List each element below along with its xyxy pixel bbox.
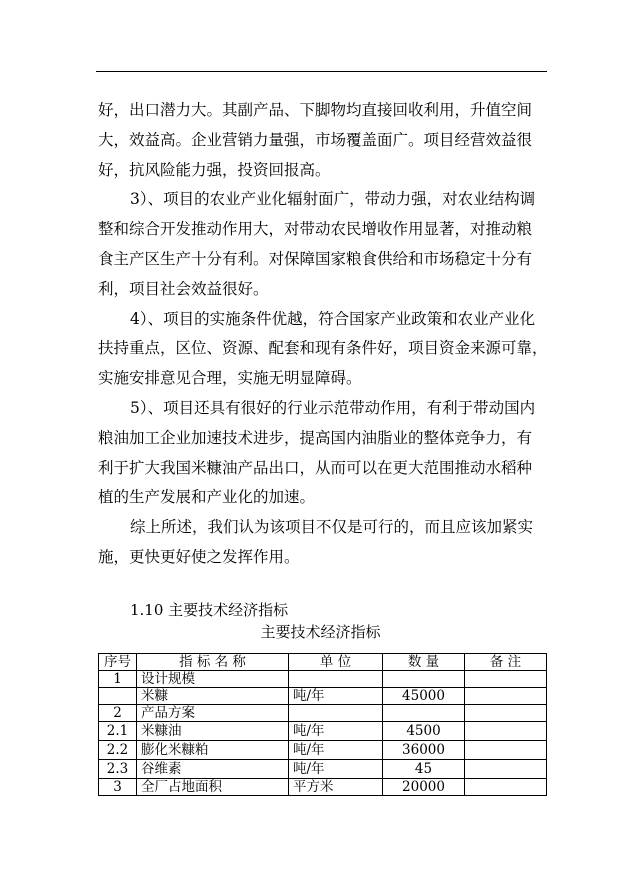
section-heading: 1.10 主要技术经济指标	[130, 601, 289, 619]
table-cell	[465, 671, 547, 688]
table-cell: 膨化米糠粕	[137, 741, 289, 760]
table-title: 主要技术经济指标	[260, 623, 381, 641]
table-row	[99, 741, 547, 760]
body-line: 扶持重点，区位、资源、配套和现有条件好，项目资金来源可靠，	[98, 339, 548, 358]
table-row	[99, 688, 547, 705]
table-cell: 谷维素	[137, 760, 289, 779]
table-cell	[383, 705, 465, 722]
spec-table	[98, 653, 547, 796]
header-cell: 数 量	[383, 654, 465, 671]
table-cell	[465, 705, 547, 722]
table-cell: 2.1	[99, 722, 137, 741]
table-cell	[465, 688, 547, 705]
body-line: 整和综合开发推动作用大，对带动农民增收作用显著，对推动粮	[98, 220, 533, 239]
table-header-row	[99, 654, 547, 671]
table-cell	[383, 671, 465, 688]
table-cell	[465, 779, 547, 796]
body-line: 施，更快更好使之发挥作用。	[98, 547, 300, 566]
table-cell: 3	[99, 779, 137, 796]
table-cell: 36000	[383, 741, 465, 760]
table-cell	[465, 722, 547, 741]
table-row	[99, 779, 547, 796]
table-cell: 米糠油	[137, 722, 289, 741]
table-cell: 吨/年	[289, 741, 383, 760]
header-cell: 单 位	[289, 654, 383, 671]
table-cell: 全厂占地面积	[137, 779, 289, 796]
table-cell: 产品方案	[137, 705, 289, 722]
table-cell: 吨/年	[289, 722, 383, 741]
header-rule	[96, 71, 547, 72]
body-line: 好，出口潜力大。其副产品、下脚物均直接回收利用，升值空间	[98, 101, 533, 119]
table-cell: 吨/年	[289, 688, 383, 705]
table-cell	[289, 705, 383, 722]
table-cell	[99, 688, 137, 705]
table-cell: 平方米	[289, 779, 383, 796]
table-cell: 45000	[383, 688, 465, 705]
body-line: 大，效益高。企业营销力量强，市场覆盖面广。项目经营效益很	[98, 130, 533, 149]
body-line: 食主产区生产十分有利。对保障国家粮食供给和市场稳定十分有	[98, 249, 533, 268]
body-line: 好，抗风险能力强，投资回报高。	[98, 160, 331, 179]
table-row	[99, 722, 547, 741]
table-cell: 45	[383, 760, 465, 779]
body-line: 实施安排意见合理，实施无明显障碍。	[98, 369, 362, 388]
body-line: 3）、项目的农业产业化辐射面广，带动力强，对农业结构调	[130, 190, 536, 209]
table-row	[99, 760, 547, 779]
body-line: 5）、项目还具有很好的行业示范带动作用，有利于带动国内	[130, 398, 536, 417]
table-cell: 2	[99, 705, 137, 722]
table-cell	[289, 671, 383, 688]
header-cell: 指 标 名 称	[137, 654, 289, 671]
table-row	[99, 671, 547, 688]
table-cell: 2.2	[99, 741, 137, 760]
table-cell: 2.3	[99, 760, 137, 779]
table-row	[99, 705, 547, 722]
table-cell: 设计规模	[137, 671, 289, 688]
body-line: 综上所述，我们认为该项目不仅是可行的，而且应该加紧实	[130, 518, 534, 537]
table-cell	[465, 741, 547, 760]
table-cell: 吨/年	[289, 760, 383, 779]
table-cell	[465, 760, 547, 779]
body-line: 利于扩大我国米糠油产品出口，从而可以在更大范围推动水稻种	[98, 458, 533, 477]
table-cell: 米糠	[137, 688, 289, 705]
body-line: 粮油加工企业加速技术进步，提高国内油脂业的整体竞争力，有	[98, 428, 533, 447]
table-cell: 20000	[383, 779, 465, 796]
table-cell: 4500	[383, 722, 465, 741]
body-line: 利，项目社会效益很好。	[98, 279, 269, 298]
header-cell: 备 注	[465, 654, 547, 671]
table-cell: 1	[99, 671, 137, 688]
body-line: 4）、项目的实施条件优越，符合国家产业政策和农业产业化	[130, 309, 536, 328]
body-line: 植的生产发展和产业化的加速。	[98, 488, 316, 507]
header-cell: 序号	[99, 654, 137, 671]
document-body	[98, 96, 549, 573]
